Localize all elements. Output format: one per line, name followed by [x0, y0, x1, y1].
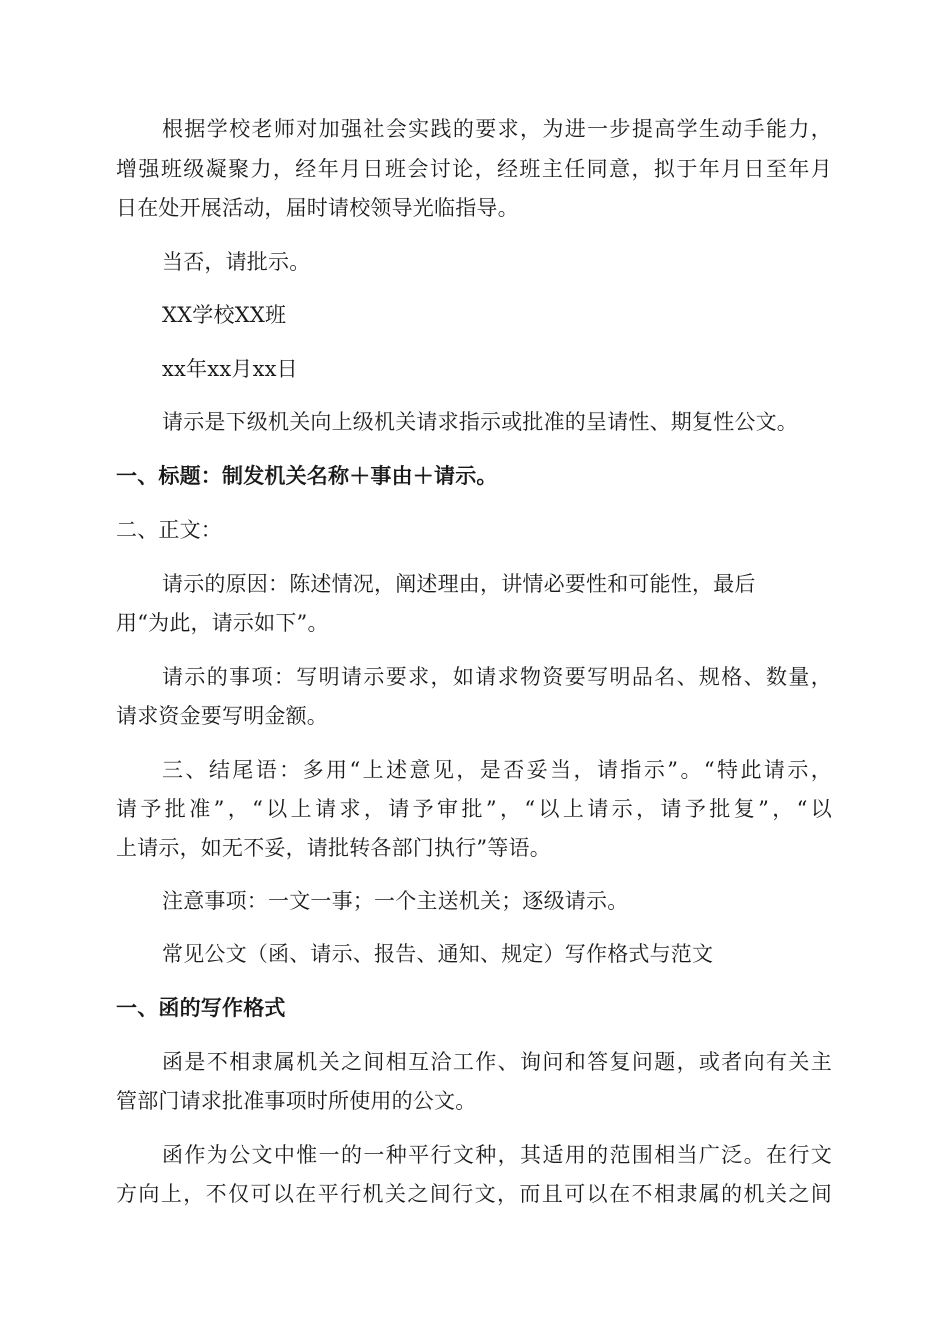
signature-organization: XX学校XX班 — [162, 303, 287, 327]
matters-paragraph-line-1: 请示的事项：写明请示要求，如请求物资要写明品名、规格、数量， — [162, 665, 832, 689]
letter-scope-line-2: 方向上，不仅可以在平行机关之间行文，而且可以在不相隶属的机关之间 — [116, 1182, 832, 1206]
signature-date: xx年xx月xx日 — [162, 357, 298, 381]
section-heading-letter-format: 一、函的写作格式 — [116, 996, 286, 1020]
paragraph-request-body-line-3: 日在处开展活动，届时请校领导光临指导。 — [116, 196, 519, 220]
matters-paragraph-line-2: 请求资金要写明金额。 — [116, 704, 328, 728]
closing-paragraph-line-3: 上请示，如无不妥，请批转各部门执行”等语。 — [116, 836, 551, 860]
reason-paragraph-line-2: 用“为此，请示如下”。 — [116, 611, 329, 635]
section-heading-body: 二、正文： — [116, 518, 222, 542]
closing-paragraph-line-2: 请予批准”，“以上请求，请予审批”，“以上请示，请予批复”，“以 — [116, 797, 832, 821]
closing-paragraph-line-1: 三、结尾语：多用“上述意见，是否妥当，请指示”。“特此请示， — [162, 758, 832, 782]
section-heading-title: 一、标题：制发机关名称＋事由＋请示。 — [116, 464, 498, 488]
definition-paragraph: 请示是下级机关向上级机关请求指示或批准的呈请性、期复性公文。 — [162, 410, 798, 434]
notes-paragraph: 注意事项：一文一事；一个主送机关；逐级请示。 — [162, 889, 629, 913]
letter-definition-line-1: 函是不相隶属机关之间相互洽工作、询问和答复问题，或者向有关主 — [162, 1050, 832, 1074]
letter-scope-line-1: 函作为公文中惟一的一种平行文种，其适用的范围相当广泛。在行文 — [162, 1143, 832, 1167]
reason-paragraph-line-1: 请示的原因：陈述情况，阐述理由，讲情必要性和可能性，最后 — [162, 572, 756, 596]
approval-request-line: 当否，请批示。 — [162, 250, 311, 274]
paragraph-request-body-line-2: 增强班级凝聚力，经年月日班会讨论，经班主任同意，拟于年月日至年月 — [116, 157, 832, 181]
letter-definition-line-2: 管部门请求批准事项时所使用的公文。 — [116, 1089, 477, 1113]
paragraph-request-body-line-1: 根据学校老师对加强社会实践的要求，为进一步提高学生动手能力， — [162, 117, 832, 141]
document-subtitle: 常见公文（函、请示、报告、通知、规定）写作格式与范文 — [162, 942, 714, 966]
